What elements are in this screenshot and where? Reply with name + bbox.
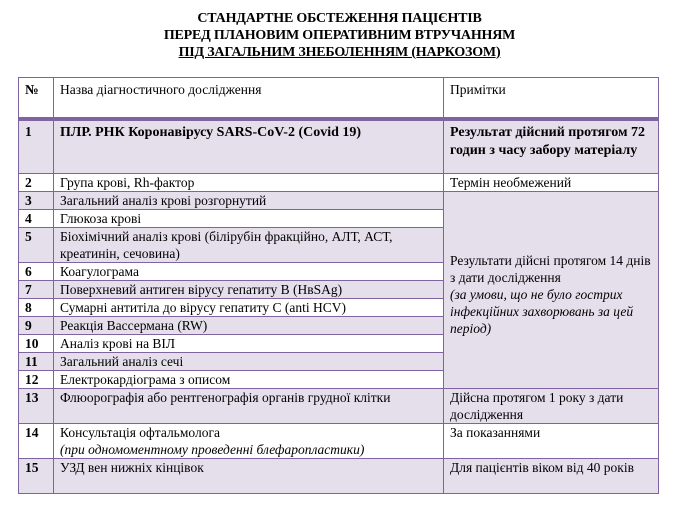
examinations-table [18,77,659,494]
row-note [444,119,659,174]
row-note: Дійсна протягом 1 року з дати дослідження [444,389,659,424]
title-line-2: ПЕРЕД ПЛАНОВИМ ОПЕРАТИВНИМ ВТРУЧАННЯМ [163,28,516,43]
table-row [19,389,659,424]
row-name: Глюкоза крові [54,210,444,228]
row-name: УЗД вен нижніх кінцівок [54,459,444,494]
row-name-note: (при одномоментному проведенні блефаропластики) [60,442,365,457]
header-number: № [19,78,54,120]
row-name: Сумарні антитіла до вірусу гепатиту С (anti HCV) [54,299,444,317]
row-number: 12 [19,371,54,389]
table-row [19,119,659,174]
header-name: Назва діагностичного дослідження [54,78,444,120]
row-name: Аналіз крові на ВІЛ [54,335,444,353]
row-name [54,119,444,174]
row-name: Реакція Вассермана (RW) [54,317,444,335]
table-row [19,192,659,210]
row-number: 3 [19,192,54,210]
row-name: Біохімічний аналіз крові (білірубін фракційно, АЛТ, АСТ, креатинін, сечовина) [54,228,444,263]
row-number: 9 [19,317,54,335]
row-note: Термін необмежений [444,174,659,192]
table-row [19,174,659,192]
document-title [0,10,679,61]
merged-note [444,192,659,389]
row-name: Загальний аналіз крові розгорнутий [54,192,444,210]
table-row [19,424,659,459]
row-name: Флюорографія або рентгенографія органів грудної клітки [54,389,444,424]
row-number: 7 [19,281,54,299]
row-name [54,424,444,459]
row-name-text: Консультація офтальмолога [60,425,220,440]
row-number: 15 [19,459,54,494]
row-number: 6 [19,263,54,281]
row-number: 10 [19,335,54,353]
row-number: 13 [19,389,54,424]
row-name: Група крові, Rh-фактор [54,174,444,192]
table-header-row [19,78,659,120]
row-number: 14 [19,424,54,459]
row-number: 2 [19,174,54,192]
row-name: Коагулограма [54,263,444,281]
merged-note-text: Результати дійсні протягом 14 днів з дати дослідження [450,252,651,285]
merged-note-italic: (за умови, що не було гострих інфекційних захворювань за цей період) [450,286,634,336]
title-line-3: ПІД ЗАГАЛЬНИМ ЗНЕБОЛЕННЯМ (НАРКОЗОМ) [178,45,501,60]
row-name: Електрокардіограма з описом [54,371,444,389]
table-row [19,459,659,494]
title-line-1: СТАНДАРТНЕ ОБСТЕЖЕННЯ ПАЦІЄНТІВ [197,11,482,26]
row-number: 11 [19,353,54,371]
row-name-text: ПЛР. РНК Коронавірусу SARS-CoV-2 (Covid 19) [60,125,362,140]
row-number: 8 [19,299,54,317]
row-note-text: Результат дійсний протягом 72 годин з часу забору матеріалу [450,125,646,158]
row-note: За показаннями [444,424,659,459]
header-notes: Примітки [444,78,659,120]
row-name: Загальний аналіз сечі [54,353,444,371]
row-number: 5 [19,228,54,263]
row-name: Поверхневий антиген вірусу гепатиту В (HвSAg) [54,281,444,299]
row-note: Для пацієнтів віком від 40 років [444,459,659,494]
row-number: 4 [19,210,54,228]
row-number: 1 [19,119,54,174]
